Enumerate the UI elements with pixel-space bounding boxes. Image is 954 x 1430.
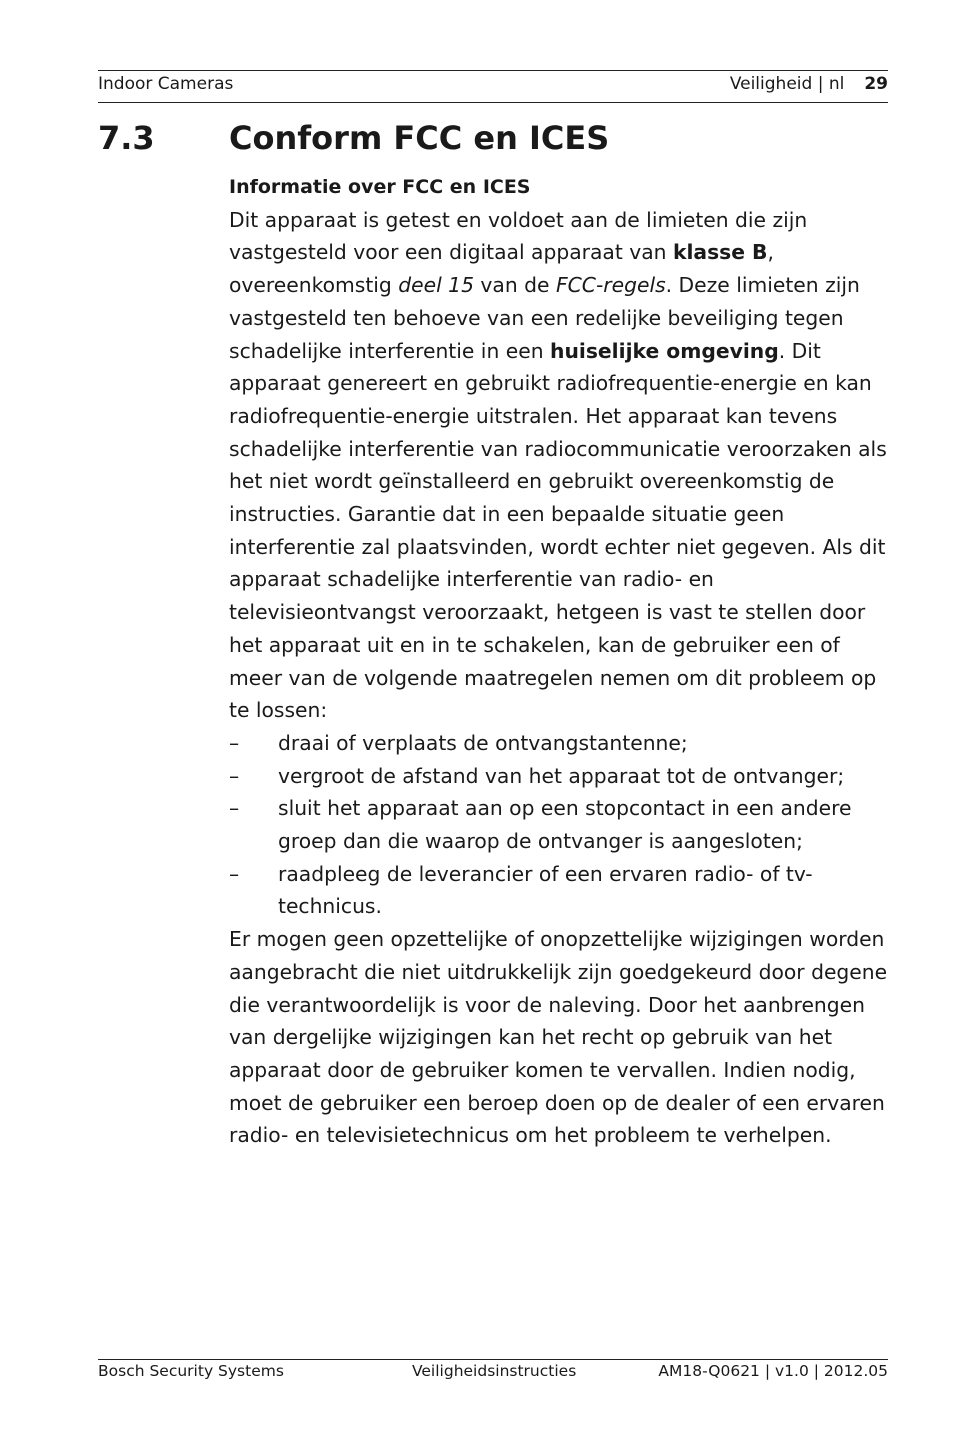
list-item bbox=[229, 727, 889, 760]
list-item-text: raadpleeg de leverancier of een ervaren radio- of tv-technicus. bbox=[278, 861, 813, 919]
list-item-text: sluit het apparaat aan op een stopcontact in een andere groep dan die waarop de ontvanger is aangesloten; bbox=[278, 796, 852, 854]
intro-text-4: . Deze limieten zijn vastgesteld ten behoeve van een redelijke beveiliging tegen schadelijke interferentie in een bbox=[229, 273, 860, 363]
header-document-title: Indoor Cameras bbox=[98, 74, 234, 94]
list-dash: – bbox=[229, 861, 240, 886]
header-section-label: Veiligheid | nl bbox=[729, 74, 845, 94]
intro-text-3: van de bbox=[473, 273, 556, 298]
intro-text-1: Dit apparaat is getest en voldoet aan de limieten die zijn vastgesteld voor een digitaal apparaat van bbox=[229, 207, 808, 265]
list-item-text: draai of verplaats de ontvangstantenne; bbox=[278, 730, 688, 755]
intro-bold-class-b: klasse B bbox=[672, 240, 768, 265]
footer-version: AM18-Q0621 | v1.0 | 2012.05 bbox=[658, 1362, 888, 1380]
list-item bbox=[229, 858, 889, 923]
list-item bbox=[229, 792, 889, 857]
page-footer bbox=[98, 1359, 888, 1380]
list-item bbox=[229, 760, 889, 793]
intro-text-2: , overeenkomstig bbox=[229, 240, 774, 298]
section-title: Conform FCC en ICES bbox=[229, 119, 610, 157]
footer-document-type: Veiligheidsinstructies bbox=[412, 1362, 577, 1380]
section-number: 7.3 bbox=[98, 119, 155, 157]
list-dash: – bbox=[229, 730, 240, 755]
footer-company: Bosch Security Systems bbox=[98, 1362, 284, 1380]
intro-text-5: . Dit apparaat genereert en gebruikt radiofrequentie-energie en kan radiofrequentie-energie uitstralen. Het apparaat kan tevens schadelijke interferentie van radiocommunicatie veroorzaken als het niet wordt geïnstalleerd en gebruikt overeenkomstig de instructies. Garantie dat in een bepaalde situatie geen interferentie zal plaatsvinden, wordt echter niet gegeven. Als dit apparaat schadelijke interferentie van radio- en televisieontvangst veroorzaakt, hetgeen is vast te stellen door het apparaat uit en in te schakelen, kan de gebruiker een of meer van de volgende maatregelen nemen om dit probleem op te lossen: bbox=[229, 338, 887, 723]
section-body bbox=[229, 171, 889, 1152]
page-number: 29 bbox=[864, 74, 888, 94]
list-dash: – bbox=[229, 763, 240, 788]
intro-bold-environment: huiselijke omgeving bbox=[550, 338, 779, 363]
intro-italic-fcc-rules: FCC-regels bbox=[555, 273, 666, 298]
paragraph-modifications: Er mogen geen opzettelijke of onopzettelijke wijzigingen worden aangebracht die niet uitdrukkelijk zijn goedgekeurd door degene die verantwoordelijk is voor de naleving. Door het aanbrengen van dergelijke wijzigingen kan het recht op gebruik van het apparaat door de gebruiker komen te vervallen. Indien nodig, moet de gebruiker een beroep doen op de dealer of een ervaren radio- en televisietechnicus om het probleem te verhelpen. bbox=[229, 927, 888, 1148]
list-dash: – bbox=[229, 796, 240, 821]
paragraph-intro bbox=[229, 204, 889, 727]
page-header bbox=[98, 70, 888, 103]
subheading: Informatie over FCC en ICES bbox=[229, 176, 531, 198]
list-item-text: vergroot de afstand van het apparaat tot de ontvanger; bbox=[278, 763, 845, 788]
measures-list bbox=[229, 727, 889, 923]
header-section-info bbox=[730, 74, 888, 94]
intro-italic-part: deel 15 bbox=[398, 273, 474, 298]
